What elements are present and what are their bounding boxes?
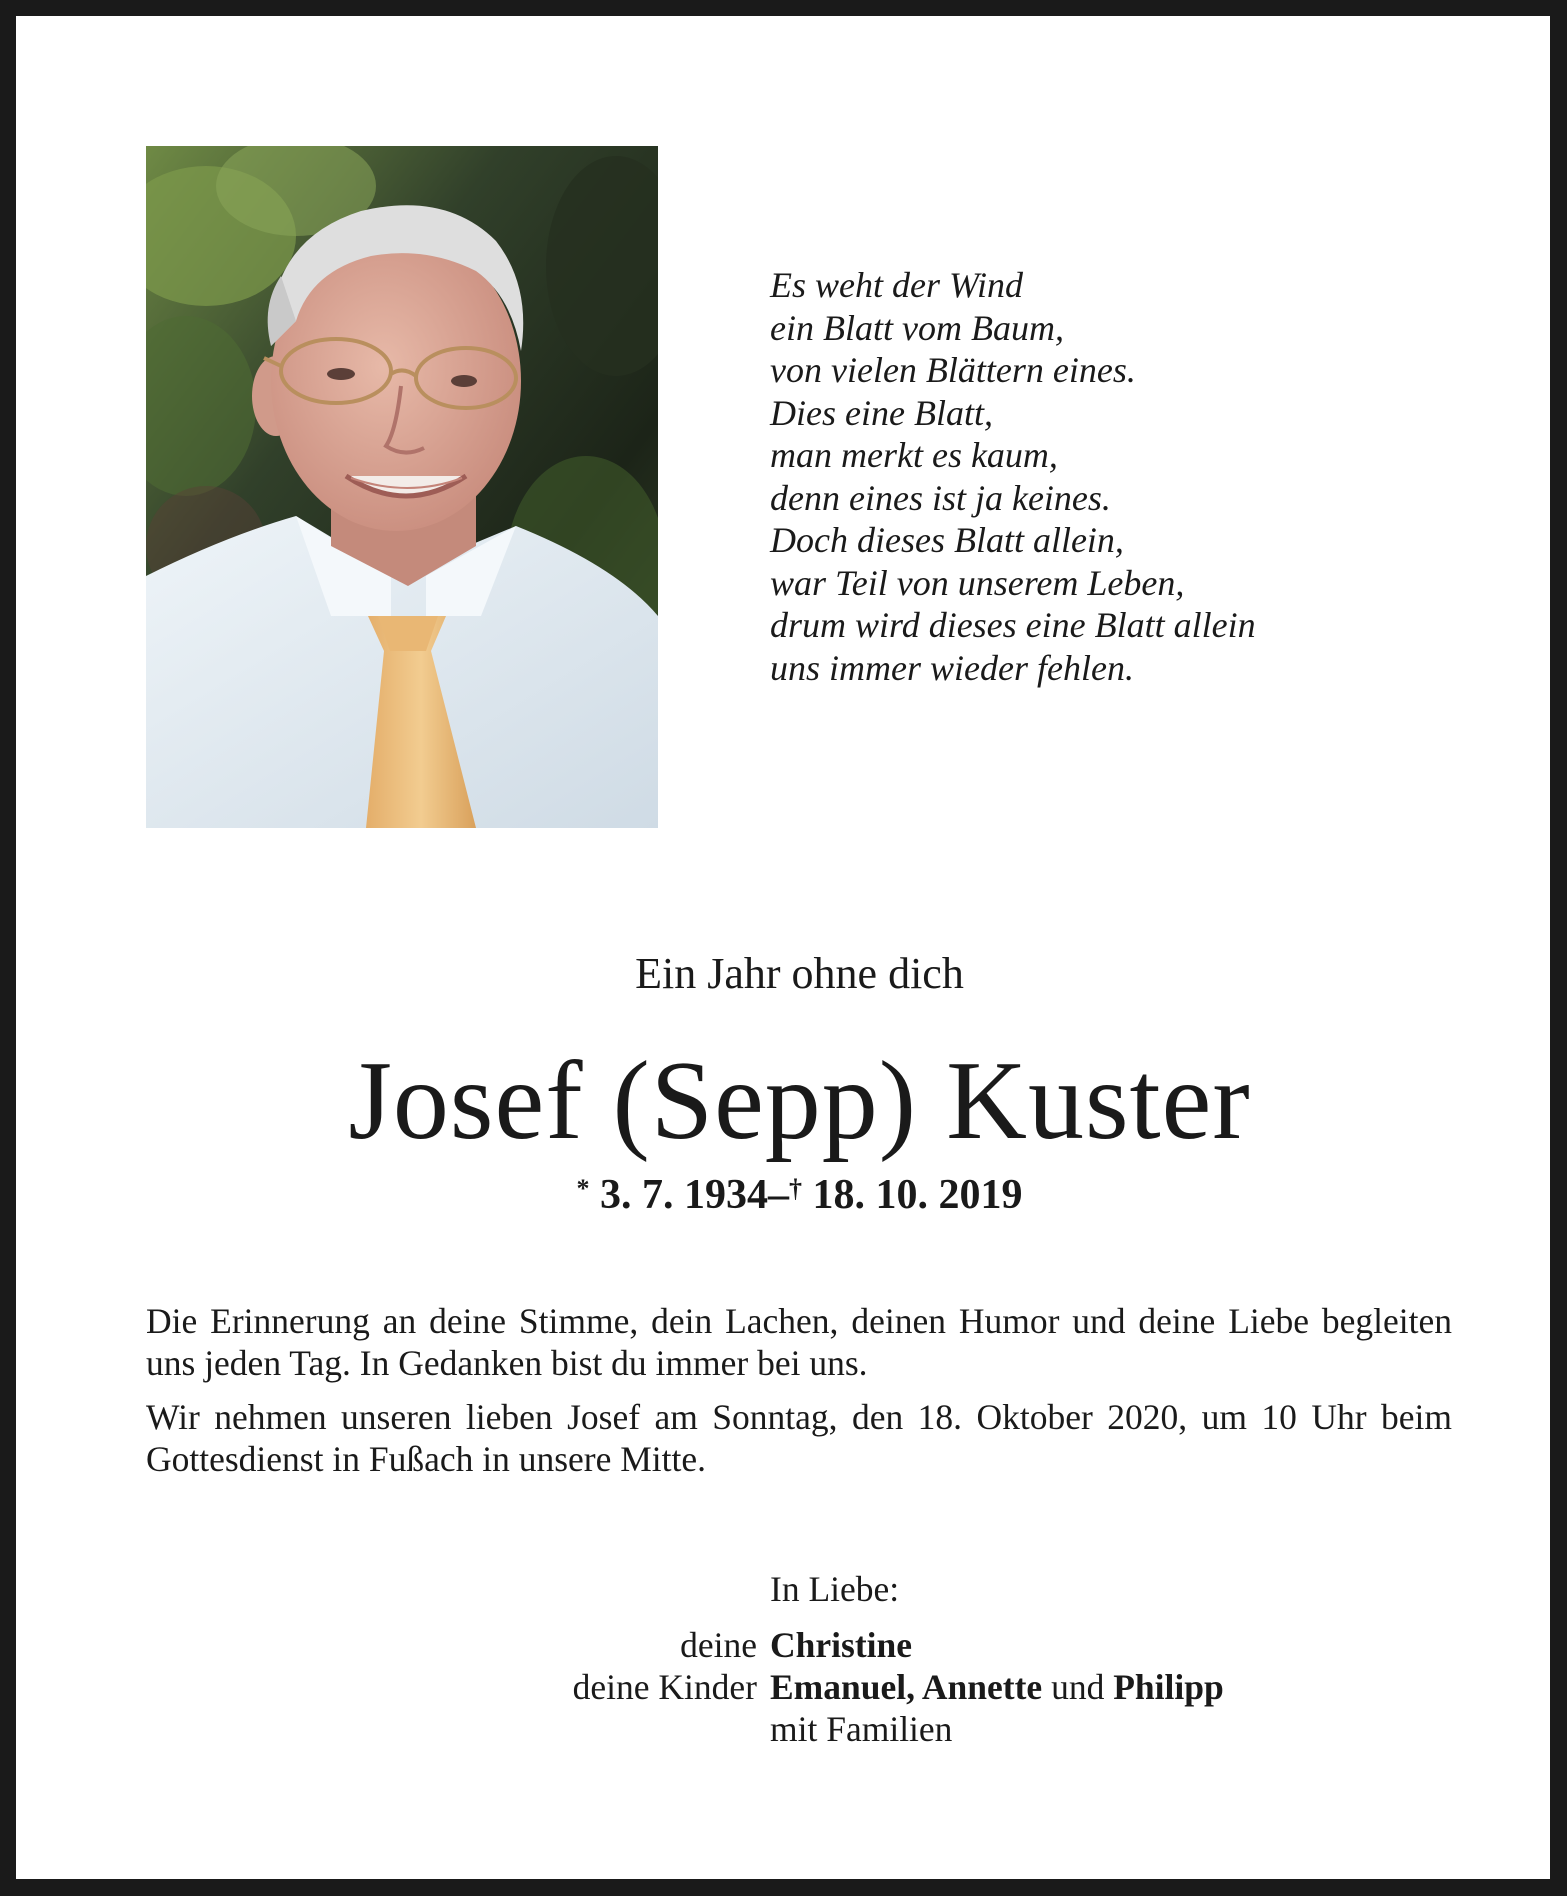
portrait-illustration: [146, 146, 658, 828]
death-symbol: †: [789, 1174, 802, 1203]
poem-line: Doch dieses Blatt allein,: [770, 520, 1124, 560]
signoff-label: deine Kinder: [572, 1667, 757, 1707]
signoff-heading-row: [16, 1568, 1567, 1610]
life-dates: [16, 1170, 1567, 1220]
portrait-photo: [146, 146, 658, 828]
service-paragraph: Wir nehmen unseren lieben Josef am Sonntag, den 18. Oktober 2020, um 10 Uhr beim Gottesdienst in Fußach in unsere Mitte.: [146, 1397, 1452, 1479]
poem-line: ein Blatt vom Baum,: [770, 307, 1064, 348]
poem-line: war Teil von unserem Leben,: [770, 562, 1185, 603]
death-date: 18. 10. 2019: [812, 1172, 1023, 1218]
signoff-name: [770, 1624, 912, 1666]
birth-symbol: *: [576, 1174, 590, 1203]
signoff-row-children: [16, 1666, 1567, 1708]
poem-line: von vielen Blättern eines.: [770, 350, 1136, 390]
signoff: [16, 1568, 1567, 1750]
poem-line: drum wird dieses eine Blatt allein: [770, 605, 1256, 645]
signoff-label: deine: [680, 1625, 757, 1665]
poem-line: denn eines ist ja keines.: [770, 477, 1111, 518]
child-name: Philipp: [1113, 1667, 1224, 1707]
signoff-name: [770, 1666, 1224, 1708]
deceased-name: Josef (Sepp) Kuster: [348, 1039, 1251, 1163]
poem: [770, 264, 1470, 689]
spouse-name: Christine: [770, 1625, 912, 1665]
intro-heading: Ein Jahr ohne dich: [635, 949, 964, 998]
body-text: [146, 1300, 1452, 1492]
birth-date: 3. 7. 1934: [600, 1172, 768, 1218]
signoff-row-spouse: [16, 1624, 1567, 1666]
joiner-word: und: [1051, 1667, 1105, 1707]
signoff-heading: In Liebe:: [770, 1569, 900, 1609]
families-text: mit Familien: [770, 1709, 953, 1749]
signoff-row-families: [16, 1708, 1567, 1750]
poem-line: man merkt es kaum,: [770, 435, 1058, 475]
memory-paragraph: Die Erinnerung an deine Stimme, dein Lachen, deinen Humor und deine Liebe begleiten uns jeden Tag. In Gedanken bist du immer bei uns.: [146, 1301, 1452, 1383]
poem-line: uns immer wieder fehlen.: [770, 647, 1134, 688]
children-names: Emanuel, Annette: [770, 1667, 1043, 1707]
poem-line: Dies eine Blatt,: [770, 392, 993, 433]
poem-line: Es weht der Wind: [770, 265, 1023, 305]
date-separator: –: [768, 1172, 789, 1218]
